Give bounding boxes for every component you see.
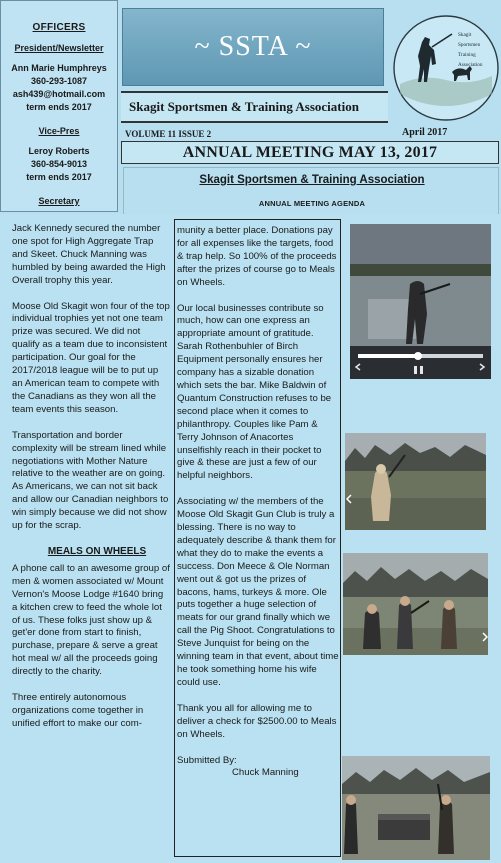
officer-name: Ann Marie Humphreys — [11, 63, 107, 73]
officer-role-president: President/Newsletter — [14, 43, 104, 53]
author-name: Chuck Manning — [232, 767, 299, 779]
photo-shooter-video-frame — [350, 224, 491, 379]
paragraph: Our local businesses contribute so much, how can one express an appropriate amount of gratitude. Sarah Rothenbuhler of Birch Equipment personally ensures her company has a sizable donation which sets the bar. Mike Baldwin of Quantum Construction refuses to be second place when it comes to philanthropy. Couples like Pam & Terry Johnson of Anacortes unselfishly reach in their pocket to give & these are just a few of our helpful neighbors. — [177, 302, 332, 482]
officer-phone: 360-854-9013 — [30, 159, 88, 169]
paragraph: A phone call to an awesome group of men & women associated w/ Mount Vernon's Moose Lodge #1640 bring a kitchen crew to feed the whole lot of us. These folks just show up & get'er done from start to finish, purchase, prepare & serve a great hot meal w/ all the proceeds going directly to the charity. — [12, 562, 170, 678]
ssta-banner: ~ SSTA ~ — [122, 8, 384, 86]
officers-sidebar — [0, 0, 118, 212]
logo-letter: Sportsmen — [458, 42, 481, 48]
volume-issue: VOLUME 11 ISSUE 2 — [125, 129, 212, 139]
officer-term: term ends 2017 — [26, 102, 92, 112]
officers-title: OFFICERS — [32, 22, 86, 33]
agenda-organization-text: Skagit Sportsmen & Training Association — [199, 174, 425, 186]
paragraph: Transportation and border complexity will be stream lined while negotiations with Mother Nature relative to the weather are on going. As Americans, we can not sit back and allow our Canadian neighbors to win simply because we did not show up for the scrap. — [12, 429, 169, 532]
officer-phone: 360-293-1087 — [30, 76, 88, 86]
officer-role-vice-president: Vice-Pres — [38, 126, 80, 136]
logo-letter: Skagit — [458, 32, 472, 38]
signoff — [177, 755, 340, 781]
meeting-title: ANNUAL MEETING MAY 13, 2017 — [121, 141, 499, 164]
middle-column — [174, 219, 341, 857]
paragraph: munity a better place. Donations pay for all expenses like the targets, food & trap help. So 100% of the proceeds after the prizes of course go to Meals on Wheels. — [177, 225, 337, 288]
photo-group-of-shooters — [343, 553, 488, 655]
agenda-label: ANNUAL MEETING AGENDA — [258, 199, 366, 208]
section-heading-meals-on-wheels: MEALS ON WHEELS — [47, 545, 147, 557]
paragraph: Thank you all for allowing me to deliver a check for $2500.00 to Meals on Wheels. — [177, 702, 337, 740]
paragraph: Jack Kennedy secured the number one spot for High Aggregate Trap and Skeet. Chuck Manning was humbled by being awarded the High Overall trophy this year. — [12, 223, 166, 286]
submitted-by-label: Submitted By: — [177, 754, 237, 766]
photo-shooter-in-field — [345, 433, 486, 530]
officer-term: term ends 2017 — [26, 172, 92, 182]
logo-letter: Association — [458, 62, 483, 68]
paragraph: Associating w/ the members of the Moose Old Skagit Gun Club is truly a blessing. There is no way to adequately describe & thank them for what they do to make the events a success. Don Meece & Ole Norman went out & got us the prizes of bacons, hams, turkeys & more. Ole puts together a huge selection of meats for our grand finally which we call the Pig Shoot. Congratulations to Steve Junquist for being on the winning team in that event, about time he took something home his wife could use. — [177, 496, 339, 688]
left-column — [12, 223, 170, 744]
photo-shooters-at-trap-house — [342, 756, 490, 860]
officer-role-secretary: Secretary — [38, 196, 80, 206]
officer-name: Leroy Roberts — [28, 146, 90, 156]
ssta-logo — [392, 14, 500, 122]
paragraph: Three entirely autonomous organizations come together in unified effort to make our com- — [12, 692, 144, 729]
organization-name: Skagit Sportsmen & Training Association — [121, 91, 388, 123]
officer-email: ash439@hotmail.com — [12, 89, 106, 99]
issue-date: April 2017 — [402, 127, 448, 138]
logo-letter: Training — [458, 52, 476, 58]
agenda-organization — [127, 174, 497, 186]
paragraph: Moose Old Skagit won four of the top individual trophies yet not one team prize was secured. We did not qualify as a team due to inconsistent participation. Our goal for the 2017/2018 league will be to put up an American team to compete with the Canadians as they won all the team events this season. — [12, 300, 170, 415]
